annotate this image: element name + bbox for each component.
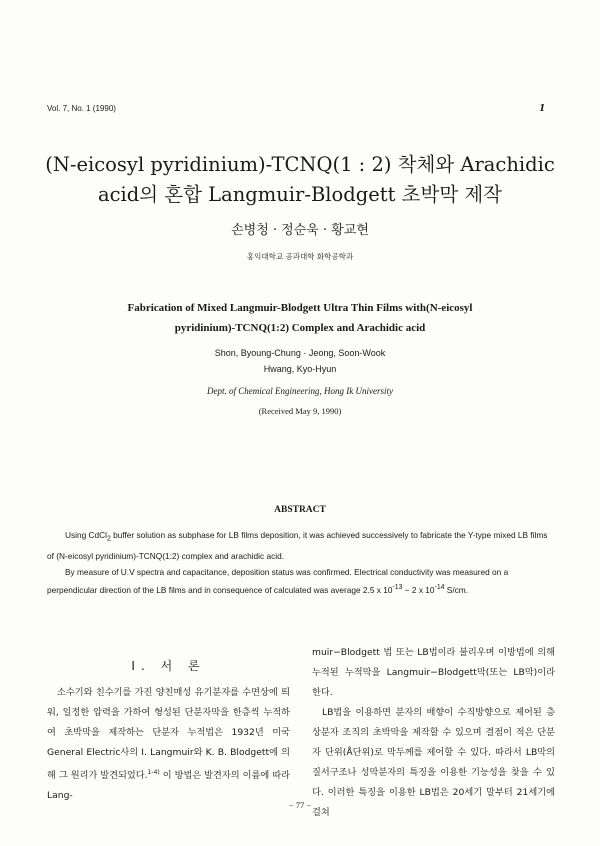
body-text: 소수기와 친수기를 가진 양친매성 유기분자를 수면상에 띄워, 일정한 압력을 가하여 형성된 단분자막을 한층씩 누적하여 초박막을 제작하는 단분자 누적법은 1932년 미국 General Electric사의 I. Langmuir와 K. B. Blodgett에 의해 그 원리가 발견되었다. [47,687,290,782]
body-paragraph [47,683,290,806]
english-authors [0,345,600,377]
korean-affiliation: 홍익대학교 공과대학 화학공학과 [246,252,354,261]
abstract-text: By measure of U.V spectra and capacitance, deposition status was confirmed. Electrical conductivity was measured on a perpendicular direction of the LB films and in consequence of calculated was average 2.5 x 10 [47,566,509,595]
subscript: 2 [106,535,111,543]
korean-authors: 손병청 · 정순욱 · 황교현 [231,223,369,238]
korean-title-line-1: (N-eicosyl pyridinium)-TCNQ(1 : 2) 착체와 Arachidic [45,153,555,176]
journal-volume: Vol. 7, No. 1 (1990) [47,104,116,113]
abstract-text: buffer solution as subphase for LB films deposition, it was achieved successively to fabricate the Y-type mixed LB films of (N-eicosyl pyridinium)-TCNQ(1:2) complex and arachidic acid. [47,530,548,561]
abstract-body [47,527,555,597]
korean-title-line-2: acid의 혼합 Langmuir-Blodgett 초박막 제작 [97,183,503,206]
page-number: − 77 − [288,800,312,810]
english-authors-line-2: Hwang, Kyo-Hyun [263,364,337,374]
abstract-text: − 2 x 10 [402,584,435,595]
page-mark: 1 [539,104,546,114]
english-authors-line-1: Shon, Byoung-Chung · Jeong, Soon-Wook [214,348,386,358]
abstract-text: S/cm. [444,584,469,595]
body-column-right [312,643,555,823]
section-heading-introduction: I. 서 론 [131,659,206,673]
body-column-left [47,683,290,806]
english-title-line-1: Fabrication of Mixed Langmuir-Blodgett Ultra Thin Films with(N-eicosyl [127,302,473,314]
english-title-line-2: pyridinium)-TCNQ(1:2) Complex and Arachidic acid [174,322,426,334]
korean-title [0,150,600,210]
received-date: (Received May 9, 1990) [258,406,342,416]
english-title [0,298,600,338]
superscript: -13 [392,583,403,591]
body-paragraph: muir−Blodgett 법 또는 LB법이라 불리우며 이방법에 의해 누적된 누적막을 Langmuir−Blodgett막(또는 LB막)이라 한다. [312,647,555,698]
abstract-paragraph-2 [47,564,555,598]
department: Dept. of Chemical Engineering, Hong Ik University [207,386,393,396]
abstract-text: Using CdCl [65,530,107,540]
superscript: -14 [434,583,445,591]
abstract-paragraph-1 [47,527,555,564]
abstract-heading: ABSTRACT [274,505,326,515]
body-paragraph: LB법을 이용하면 분자의 배향이 수직방향으로 제어된 층상분자 조직의 초박막을 제작할 수 있으며 결점이 적은 단분자 단위(Å단위)로 막두께를 제어할 수 있다. 따라서 LB막의 질서구조나 성막분자의 특징을 이용한 기능성을 찾을 수 있다. 이러한 특징을 이용한 LB법은 20세기 말부터 21세기에 걸쳐 [312,707,555,818]
body-text: 이 방법은 발견자의 이름에 따라 Lang- [47,770,291,802]
citation-superscript: 1-4) [147,769,160,776]
